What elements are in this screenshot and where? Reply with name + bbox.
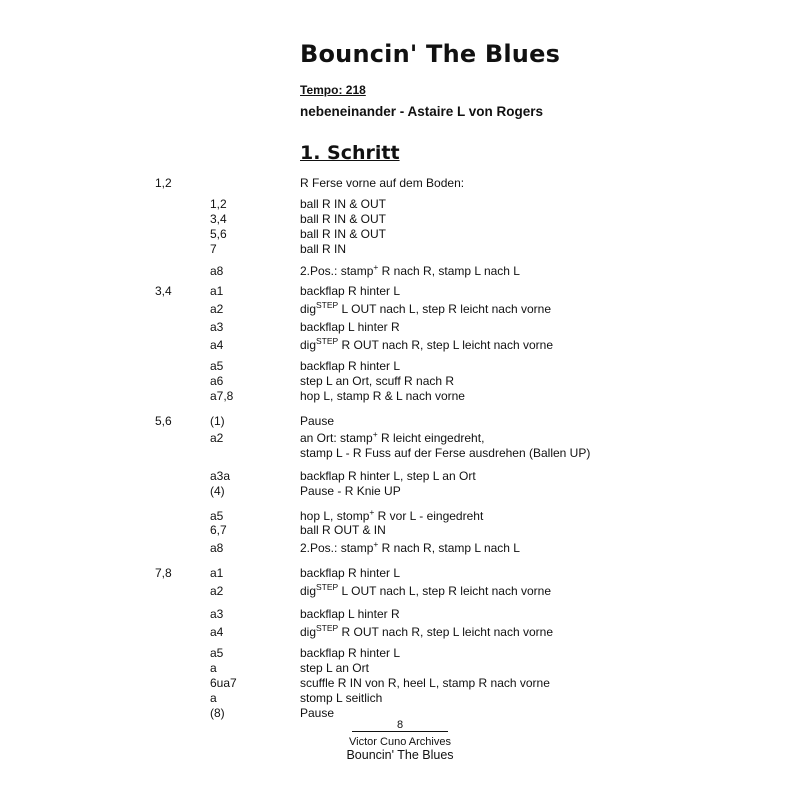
count-label: a1 <box>210 566 224 580</box>
step-description <box>300 566 400 580</box>
step-row <box>0 284 800 298</box>
step-text-continued: L OUT nach L, step R leicht nach vorne <box>338 302 551 316</box>
step-row <box>0 197 800 211</box>
step-text: hop L, stomp <box>300 509 370 523</box>
step-text-continued: R leicht eingedreht, <box>377 431 485 445</box>
step-row <box>0 706 800 720</box>
step-row <box>0 446 800 460</box>
step-row <box>0 607 800 621</box>
step-text: backflap R hinter L, step L an Ort <box>300 469 476 483</box>
step-text: stomp L seitlich <box>300 691 383 705</box>
document-subtitle: nebeneinander - Astaire L von Rogers <box>300 104 544 119</box>
step-text: 2.Pos.: stamp <box>300 541 374 555</box>
step-text-continued: R OUT nach R, step L leicht nach vorne <box>338 625 553 639</box>
step-description <box>300 523 386 537</box>
step-text: backflap R hinter L <box>300 284 401 298</box>
count-label: a7,8 <box>210 389 234 403</box>
step-row <box>0 227 800 241</box>
count-label: a5 <box>210 509 224 523</box>
step-row <box>0 509 800 523</box>
step-row <box>0 212 800 226</box>
step-description <box>300 676 550 690</box>
step-description <box>300 469 476 483</box>
footer-rule <box>352 731 448 732</box>
step-text: R Ferse vorne auf dem Boden: <box>300 176 465 190</box>
step-description <box>300 227 386 241</box>
step-text: step L an Ort <box>300 661 369 675</box>
step-text: Pause - R Knie UP <box>300 484 401 498</box>
step-row <box>0 414 800 428</box>
step-row <box>0 676 800 690</box>
step-description <box>300 431 484 445</box>
step-text: Pause <box>300 414 335 428</box>
step-description <box>300 212 386 226</box>
count-label: (4) <box>210 484 225 498</box>
step-description <box>300 359 400 373</box>
count-label: a1 <box>210 284 224 298</box>
count-label: a2 <box>210 431 224 445</box>
step-superscript: STEP <box>316 623 339 633</box>
footer-page-number: 8 <box>396 719 404 731</box>
step-row <box>0 469 800 483</box>
count-label: 5,6 <box>210 227 227 241</box>
step-text: ball R IN & OUT <box>300 227 387 241</box>
step-description <box>300 509 483 523</box>
step-description <box>300 607 400 621</box>
step-text: backflap R hinter L <box>300 646 401 660</box>
step-text-continued: L OUT nach L, step R leicht nach vorne <box>338 584 551 598</box>
count-label: 1,2 <box>210 197 227 211</box>
count-label: a2 <box>210 302 224 316</box>
count-label: 6,7 <box>210 523 227 537</box>
count-label: (8) <box>210 706 225 720</box>
tempo-label: Tempo: 218 <box>300 83 366 97</box>
step-text: dig <box>300 302 317 316</box>
step-superscript: STEP <box>316 582 339 592</box>
step-text-continued: R OUT nach R, step L leicht nach vorne <box>338 338 553 352</box>
count-label: a8 <box>210 264 224 278</box>
bar-number: 1,2 <box>155 176 172 190</box>
count-label: a <box>210 691 217 705</box>
step-description <box>300 646 400 660</box>
step-row <box>0 584 800 598</box>
step-superscript: + <box>372 429 378 439</box>
step-superscript: + <box>373 539 379 549</box>
step-row <box>0 484 800 498</box>
step-text: ball R IN & OUT <box>300 197 387 211</box>
step-description <box>300 484 401 498</box>
step-text: ball R IN <box>300 242 347 256</box>
step-row <box>0 625 800 639</box>
step-text: step L an Ort, scuff R nach R <box>300 374 455 388</box>
count-label: a4 <box>210 338 224 352</box>
step-text-continued: R vor L - eingedreht <box>374 509 484 523</box>
step-description <box>300 389 465 403</box>
step-text: scuffle R IN von R, heel L, stamp R nach vorne <box>300 676 550 690</box>
count-label: a4 <box>210 625 224 639</box>
step-row <box>0 566 800 580</box>
count-label: a5 <box>210 359 224 373</box>
step-description <box>300 284 400 298</box>
step-row <box>0 431 800 445</box>
step-description <box>300 625 553 639</box>
step-text: backflap L hinter R <box>300 607 400 621</box>
step-text: 2.Pos.: stamp <box>300 264 374 278</box>
bar-number: 3,4 <box>155 284 172 298</box>
footer-archive: Victor Cuno Archives <box>349 736 451 748</box>
count-label: a8 <box>210 541 224 555</box>
step-description <box>300 541 520 555</box>
step-row <box>0 523 800 537</box>
count-label: 6ua7 <box>210 676 237 690</box>
step-text: ball R OUT & IN <box>300 523 386 537</box>
step-text: an Ort: stamp <box>300 431 373 445</box>
step-text-continued: R nach R, stamp L nach L <box>378 264 520 278</box>
step-description <box>300 176 464 190</box>
step-text: dig <box>300 625 317 639</box>
step-row <box>0 359 800 373</box>
step-text: stamp L - R Fuss auf der Ferse ausdrehen (Ballen UP) <box>300 446 591 460</box>
step-description <box>300 584 551 598</box>
step-description <box>300 706 334 720</box>
count-label: (1) <box>210 414 225 428</box>
step-row <box>0 264 800 278</box>
count-label: a3 <box>210 607 224 621</box>
step-description <box>300 374 454 388</box>
step-row <box>0 176 800 190</box>
step-row <box>0 242 800 256</box>
step-row <box>0 661 800 675</box>
step-description <box>300 302 551 316</box>
step-description <box>300 242 346 256</box>
count-label: a <box>210 661 217 675</box>
document-title: Bouncin' The Blues <box>300 40 561 68</box>
step-superscript: + <box>369 507 375 517</box>
step-text: backflap R hinter L <box>300 359 401 373</box>
step-row <box>0 646 800 660</box>
step-description <box>300 264 520 278</box>
step-text: backflap R hinter L <box>300 566 401 580</box>
count-label: a2 <box>210 584 224 598</box>
count-label: a6 <box>210 374 224 388</box>
count-label: a3 <box>210 320 224 334</box>
count-label: 3,4 <box>210 212 227 226</box>
count-label: 7 <box>210 242 217 256</box>
count-label: a3a <box>210 469 231 483</box>
step-superscript: + <box>373 262 379 272</box>
step-row <box>0 302 800 316</box>
step-text: ball R IN & OUT <box>300 212 387 226</box>
step-row <box>0 541 800 555</box>
count-label: a5 <box>210 646 224 660</box>
step-row <box>0 691 800 705</box>
step-text: dig <box>300 338 317 352</box>
step-description <box>300 661 369 675</box>
bar-number: 7,8 <box>155 566 172 580</box>
step-description <box>300 414 334 428</box>
step-text: backflap L hinter R <box>300 320 400 334</box>
step-description <box>300 338 553 352</box>
step-row <box>0 320 800 334</box>
step-text: dig <box>300 584 317 598</box>
step-description <box>300 320 400 334</box>
step-row <box>0 389 800 403</box>
step-text-continued: R nach R, stamp L nach L <box>378 541 520 555</box>
section-heading: 1. Schritt <box>300 142 400 164</box>
step-superscript: STEP <box>316 300 339 310</box>
step-row <box>0 374 800 388</box>
step-superscript: STEP <box>316 336 339 346</box>
step-text: hop L, stamp R & L nach vorne <box>300 389 465 403</box>
step-description <box>300 691 382 705</box>
step-row <box>0 338 800 352</box>
step-text: Pause <box>300 706 335 720</box>
bar-number: 5,6 <box>155 414 172 428</box>
step-description <box>300 446 590 460</box>
footer-title: Bouncin' The Blues <box>346 748 454 762</box>
step-description <box>300 197 386 211</box>
